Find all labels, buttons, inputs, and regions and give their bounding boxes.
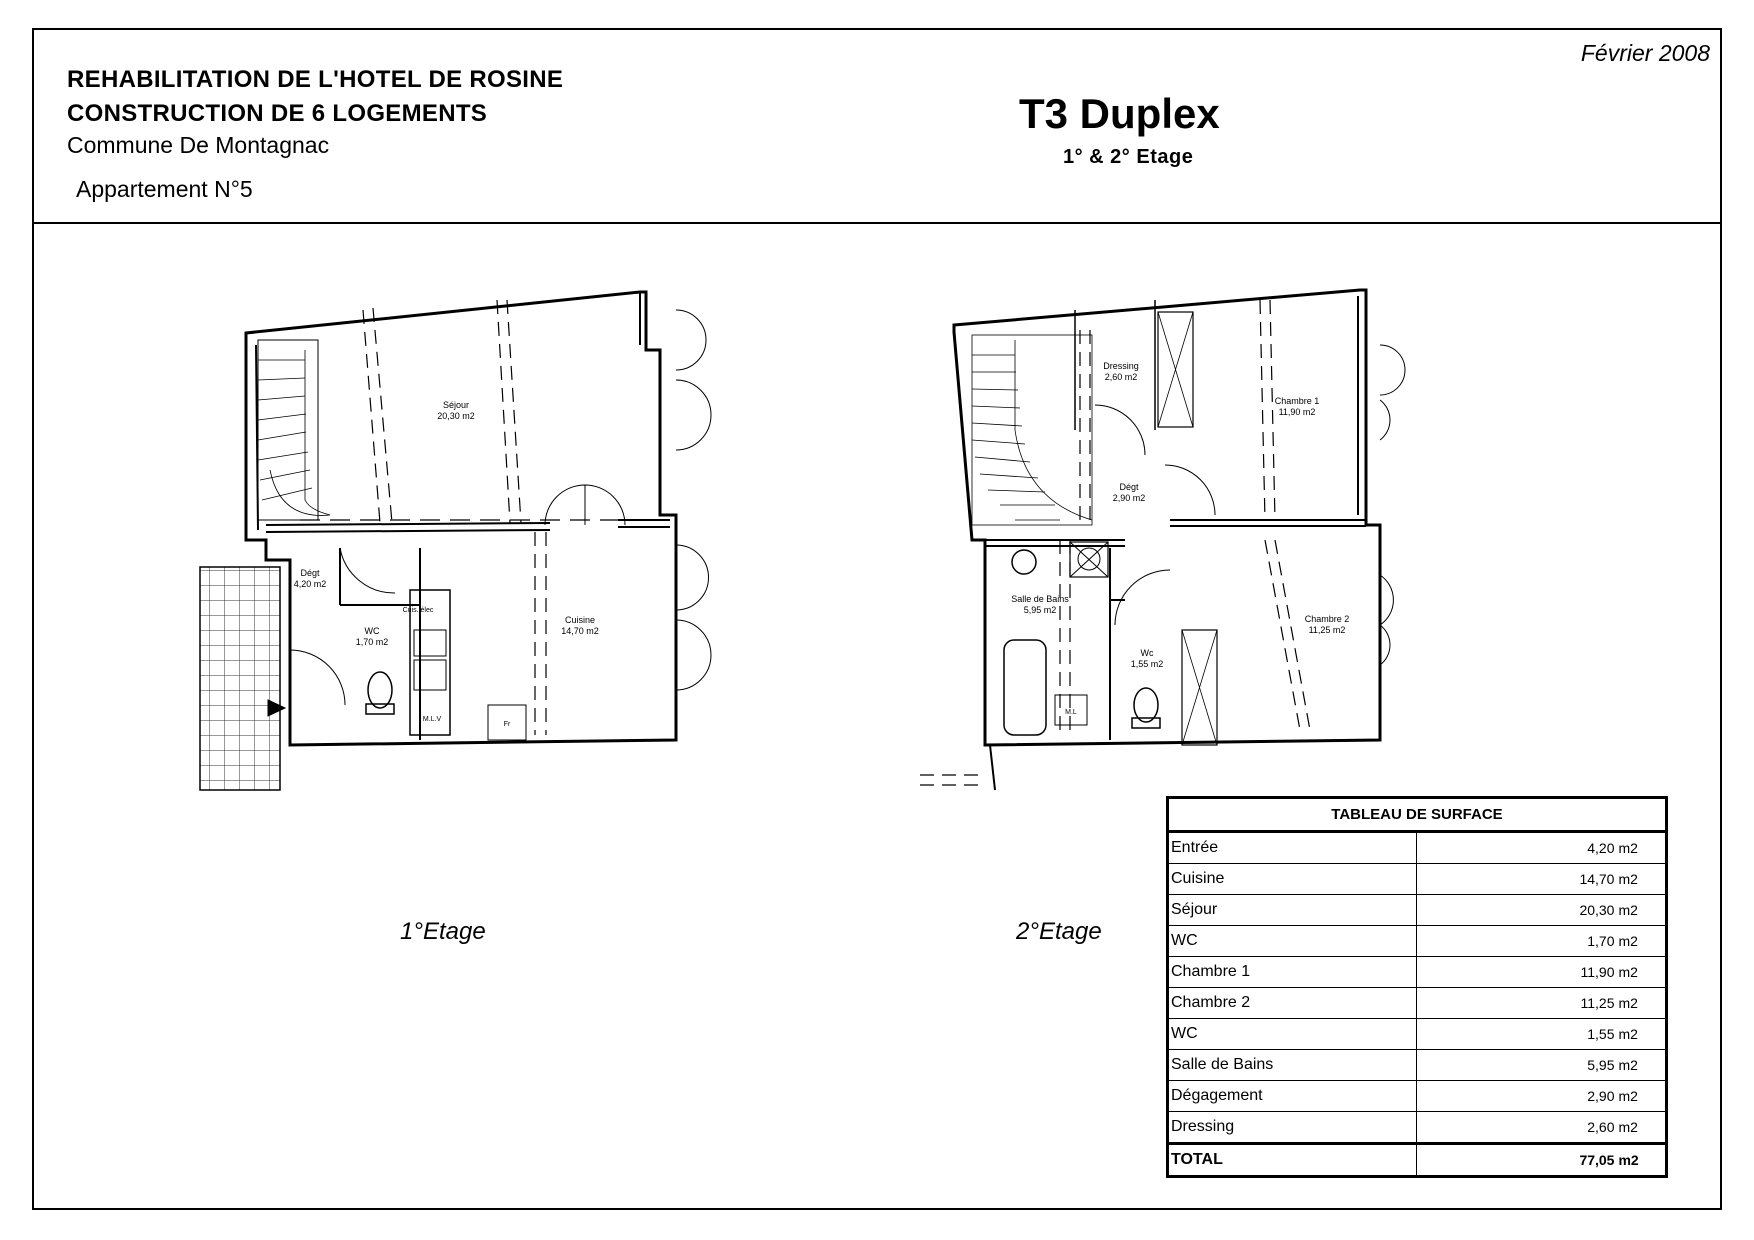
fixture-label: M.L [1065,709,1077,716]
surface-unit: m2 [1616,1112,1666,1144]
surface-label: WC [1168,1019,1417,1050]
surface-value: 1,55 [1416,1019,1616,1050]
surface-value: 1,70 [1416,926,1616,957]
surface-value: 11,90 [1416,957,1616,988]
room-name: Cuisine [564,615,596,625]
floor1-plan [200,292,711,790]
floor2-label: 2°Etage [1016,918,1102,945]
surface-value: 20,30 [1416,895,1616,926]
table-row [1168,1081,1667,1112]
table-row [1168,926,1667,957]
room-area: 4,20 m2 [293,579,327,589]
room-area: 11,25 m2 [1308,625,1346,635]
table-row [1168,957,1667,988]
surface-label: Chambre 1 [1168,957,1417,988]
commune-label: Commune De Montagnac [67,132,330,158]
table-row [1168,988,1667,1019]
room-name: Dégt [1119,482,1139,492]
room-name: Chambre 1 [1274,396,1320,406]
surface-label: Séjour [1168,895,1417,926]
room-name: WC [364,626,380,636]
total-label: TOTAL [1168,1144,1417,1177]
room-area: 1,70 m2 [355,637,389,647]
room-area: 1,55 m2 [1130,659,1164,669]
room-name: Dégt [300,568,320,578]
surface-unit: m2 [1616,895,1666,926]
surface-label: Salle de Bains [1168,1050,1417,1081]
room-area: 20,30 m2 [437,411,475,421]
room-name: Salle de Bains [1011,594,1069,604]
surface-value: 5,95 [1416,1050,1616,1081]
surface-value: 14,70 [1416,864,1616,895]
surface-label: WC [1168,926,1417,957]
table-row [1168,832,1667,864]
surface-unit: m2 [1616,926,1666,957]
room-area: 5,95 m2 [1023,605,1057,615]
room-area: 2,90 m2 [1112,493,1146,503]
surface-value: 11,25 [1416,988,1616,1019]
room-name: Séjour [442,400,470,410]
document-date: Février 2008 [1580,40,1710,66]
surface-unit: m2 [1616,832,1666,864]
room-area: 11,90 m2 [1278,407,1316,417]
surface-unit: m2 [1616,1050,1666,1081]
project-title: REHABILITATION DE L'HOTEL DE ROSINE [67,66,564,93]
surface-label: Entrée [1168,832,1417,864]
room-name: Wc [1140,648,1154,658]
project-subtitle: CONSTRUCTION DE 6 LOGEMENTS [67,100,488,127]
fixture-label: Cuis. élec [402,607,434,614]
floors-subtitle: 1° & 2° Etage [1063,146,1194,168]
surface-unit: m2 [1616,988,1666,1019]
surface-unit: m2 [1616,864,1666,895]
surface-table-title: TABLEAU DE SURFACE [1168,798,1667,832]
apartment-label: Appartement N°5 [76,176,253,202]
fixture-label: M.L.V [422,716,442,723]
surface-unit: m2 [1616,1019,1666,1050]
surface-unit: m2 [1616,1081,1666,1112]
surface-label: Chambre 2 [1168,988,1417,1019]
floor1-label: 1°Etage [400,918,486,945]
table-row [1168,895,1667,926]
total-row [1168,1144,1667,1177]
unit-type-title: T3 Duplex [1019,90,1220,137]
table-row [1168,1019,1667,1050]
fixture-label: Fr [503,721,511,728]
floor2-plan [920,290,1405,790]
table-row [1168,1050,1667,1081]
surface-value: 4,20 [1416,832,1616,864]
room-area: 2,60 m2 [1104,372,1138,382]
surface-label: Dégagement [1168,1081,1417,1112]
room-area: 14,70 m2 [561,626,599,636]
terrace-tiles [200,567,280,790]
total-value: 77,05 [1416,1144,1616,1177]
surface-unit: m2 [1616,957,1666,988]
table-row [1168,864,1667,895]
surface-label: Dressing [1168,1112,1417,1144]
room-name: Chambre 2 [1304,614,1350,624]
surface-label: Cuisine [1168,864,1417,895]
table-row [1168,1112,1667,1144]
room-name: Dressing [1103,361,1139,371]
surface-table [1166,796,1668,1178]
total-unit: m2 [1616,1144,1666,1177]
surface-value: 2,60 [1416,1112,1616,1144]
surface-value: 2,90 [1416,1081,1616,1112]
